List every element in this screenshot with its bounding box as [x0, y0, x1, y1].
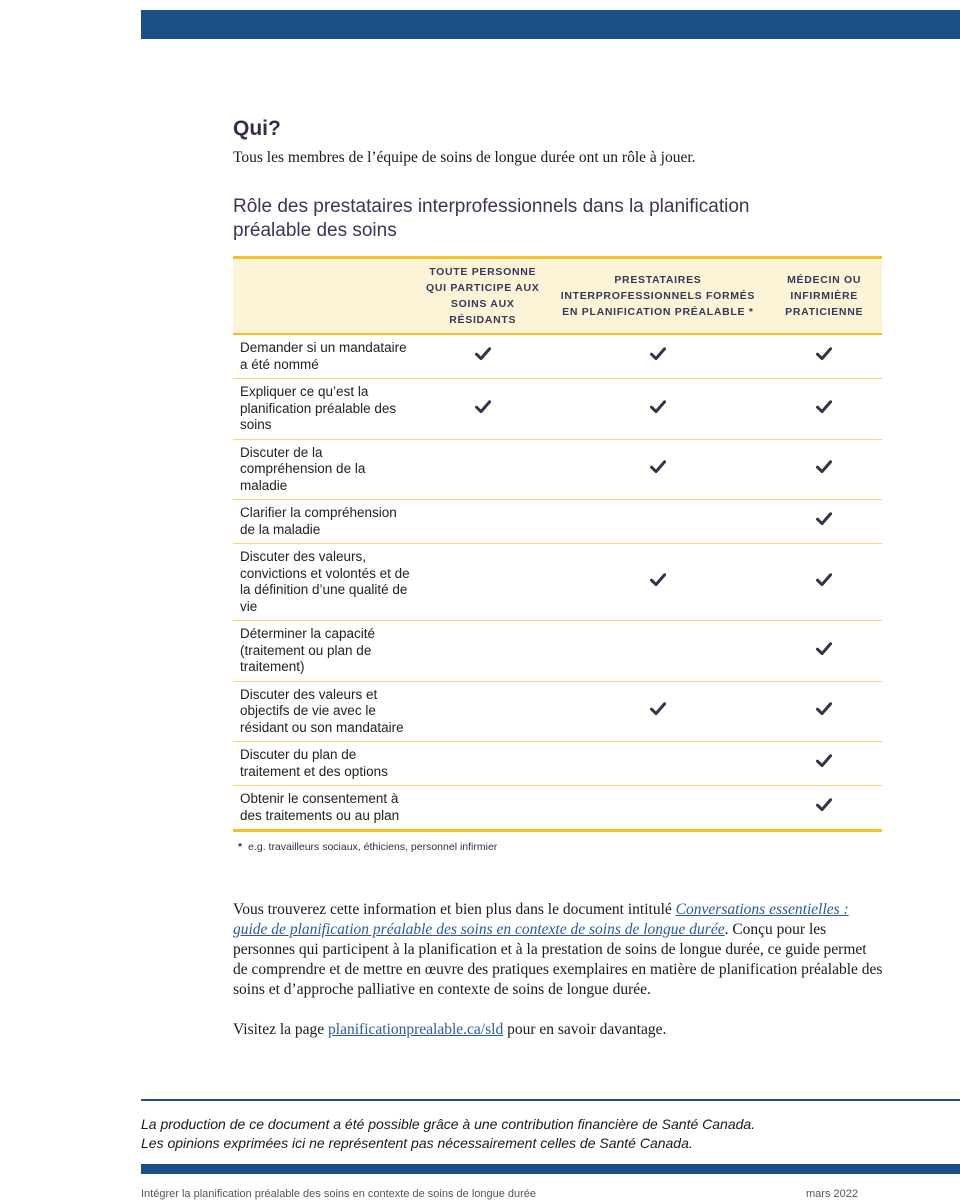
checkmark-icon: [650, 346, 666, 362]
checkmark-icon: [816, 797, 832, 813]
footer-document-title: Intégrer la planification préalable des soins en contexte de soins de longue durée: [141, 1188, 537, 1200]
check-cell: [766, 621, 882, 682]
checkmark-icon: [816, 346, 832, 362]
column-header: TOUTE PERSONNE QUI PARTICIPE AUX SOINS AUX RÉSIDANTS: [416, 258, 550, 335]
row-label: Déterminer la capacité (traitement ou plan de traitement): [233, 621, 416, 682]
roles-table: [233, 256, 882, 832]
column-header: PRESTATAIRES INTERPROFESSIONNELS FORMÉS EN PLANIFICATION PRÉALABLE *: [550, 258, 767, 335]
check-cell: [550, 786, 767, 831]
footer-date: mars 2022: [806, 1188, 858, 1200]
header-blank-cell: [233, 258, 416, 335]
check-cell: [416, 500, 550, 544]
table-row: [233, 500, 882, 544]
check-cell: [550, 439, 767, 500]
check-cell: [550, 544, 767, 621]
check-cell: [766, 439, 882, 500]
check-cell: [766, 786, 882, 831]
visit-text-before: Visitez la page: [233, 1021, 329, 1038]
top-banner-bar: [141, 10, 960, 39]
check-cell: [766, 742, 882, 786]
check-cell: [416, 786, 550, 831]
row-label: Clarifier la compréhension de la maladie: [233, 500, 416, 544]
table-row: [233, 621, 882, 682]
check-cell: [766, 379, 882, 440]
check-cell: [550, 681, 767, 742]
row-label: Demander si un mandataire a été nommé: [233, 334, 416, 379]
body-text-before: Vous trouverez cette information et bien plus dans le document intitulé: [233, 901, 676, 918]
checkmark-icon: [650, 399, 666, 415]
checkmark-icon: [650, 459, 666, 475]
body-paragraph: [233, 900, 883, 1000]
check-cell: [416, 742, 550, 786]
table-header: [233, 258, 882, 335]
main-content: [233, 116, 883, 1040]
checkmark-icon: [816, 459, 832, 475]
website-link[interactable]: planificationprealable.ca/sld: [328, 1021, 504, 1038]
row-label: Obtenir le consentement à des traitements ou au plan: [233, 786, 416, 831]
check-cell: [416, 439, 550, 500]
bottom-banner-bar: [141, 1164, 960, 1174]
footnote-mark: *: [238, 841, 243, 853]
check-cell: [550, 742, 767, 786]
intro-text: Tous les membres de l’équipe de soins de longue durée ont un rôle à jouer.: [233, 149, 696, 166]
credit-divider: [141, 1099, 960, 1101]
checkmark-icon: [816, 572, 832, 588]
row-label: Discuter des valeurs et objectifs de vie avec le résidant ou son mandataire: [233, 681, 416, 742]
visit-paragraph: [233, 1020, 883, 1040]
check-cell: [766, 681, 882, 742]
table-title: Rôle des prestataires interprofessionnels dans la planification préalable des soins: [233, 196, 750, 241]
check-cell: [416, 334, 550, 379]
check-cell: [766, 544, 882, 621]
check-cell: [550, 334, 767, 379]
credit-line-2: Les opinions exprimées ici ne représentent pas nécessairement celles de Santé Canada.: [141, 1135, 693, 1151]
checkmark-icon: [816, 641, 832, 657]
check-cell: [416, 621, 550, 682]
check-cell: [416, 681, 550, 742]
table-row: [233, 544, 882, 621]
checkmark-icon: [475, 399, 491, 415]
row-label: Discuter de la compréhension de la maladie: [233, 439, 416, 500]
checkmark-icon: [816, 399, 832, 415]
checkmark-icon: [816, 511, 832, 527]
checkmark-icon: [650, 572, 666, 588]
checkmark-icon: [650, 701, 666, 717]
funding-credit: [141, 1115, 951, 1153]
check-cell: [550, 379, 767, 440]
footnote-text: e.g. travailleurs sociaux, éthiciens, personnel infirmier: [248, 841, 498, 853]
table-body: [233, 334, 882, 831]
table-row: [233, 439, 882, 500]
column-header: MÉDECIN OU INFIRMIÈRE PRATICIENNE: [766, 258, 882, 335]
check-cell: [416, 379, 550, 440]
check-cell: [766, 500, 882, 544]
visit-text-after: pour en savoir davantage.: [503, 1021, 667, 1038]
checkmark-icon: [816, 753, 832, 769]
table-row: [233, 681, 882, 742]
row-label: Discuter du plan de traitement et des options: [233, 742, 416, 786]
table-row: [233, 742, 882, 786]
table-header-row: [233, 258, 882, 335]
check-cell: [550, 500, 767, 544]
row-label: Expliquer ce qu’est la planification préalable des soins: [233, 379, 416, 440]
checkmark-icon: [816, 701, 832, 717]
body-text-after: . Conçu pour les personnes qui participent à la planification et à la prestation de soins de longue durée, ce guide permet de comprendre et de mettre en œuvre des pratiques exemplaires en matière de planification préalable des soins et d’approche palliative en contexte de soins de longue durée.: [233, 921, 883, 998]
check-cell: [766, 334, 882, 379]
check-cell: [550, 621, 767, 682]
table-footnote: [238, 841, 883, 853]
credit-line-1: La production de ce document a été possible grâce à une contribution financière de Santé Canada.: [141, 1116, 756, 1132]
table-row: [233, 379, 882, 440]
checkmark-icon: [475, 346, 491, 362]
section-title: Qui?: [233, 117, 281, 140]
guide-link[interactable]: Conversations essentielles : guide de planification préalable des soins en contexte de soins de longue durée: [233, 901, 849, 938]
row-label: Discuter des valeurs, convictions et volontés et de la définition d’une qualité de vie: [233, 544, 416, 621]
check-cell: [416, 544, 550, 621]
table-row: [233, 334, 882, 379]
table-row: [233, 786, 882, 831]
